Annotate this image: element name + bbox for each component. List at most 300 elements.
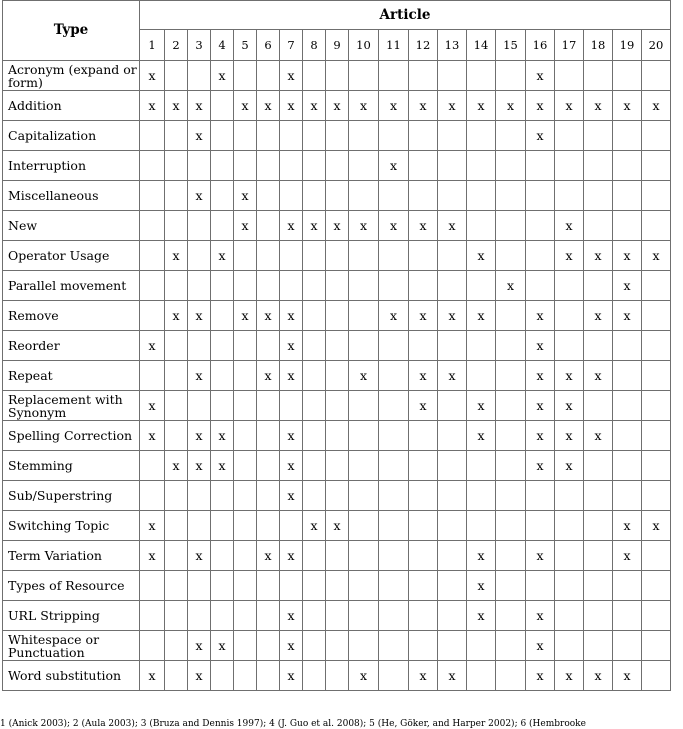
- empty-cell: [211, 571, 234, 601]
- type-cell: Term Variation: [3, 541, 140, 571]
- empty-cell: [326, 61, 349, 91]
- empty-cell: [280, 151, 303, 181]
- empty-cell: [467, 331, 496, 361]
- empty-cell: [642, 391, 671, 421]
- table-row: [3, 241, 671, 271]
- empty-cell: [584, 571, 613, 601]
- empty-cell: [555, 151, 584, 181]
- mark-cell: x: [140, 421, 165, 451]
- empty-cell: [165, 181, 188, 211]
- empty-cell: [188, 481, 211, 511]
- empty-cell: [555, 301, 584, 331]
- article-number-16: 16: [526, 30, 555, 61]
- mark-cell: x: [555, 91, 584, 121]
- empty-cell: [379, 121, 409, 151]
- empty-cell: [409, 481, 438, 511]
- empty-cell: [409, 61, 438, 91]
- empty-cell: [555, 181, 584, 211]
- empty-cell: [526, 511, 555, 541]
- mark-cell: x: [280, 481, 303, 511]
- type-cell: Types of Resource: [3, 571, 140, 601]
- mark-cell: x: [496, 91, 526, 121]
- mark-cell: x: [257, 541, 280, 571]
- empty-cell: [326, 601, 349, 631]
- table-row: [3, 121, 671, 151]
- mark-cell: x: [409, 91, 438, 121]
- empty-cell: [642, 421, 671, 451]
- article-number-8: 8: [303, 30, 326, 61]
- table-row: [3, 601, 671, 631]
- empty-cell: [642, 121, 671, 151]
- empty-cell: [303, 631, 326, 661]
- empty-cell: [584, 331, 613, 361]
- empty-cell: [165, 541, 188, 571]
- empty-cell: [642, 271, 671, 301]
- mark-cell: x: [280, 361, 303, 391]
- mark-cell: x: [555, 421, 584, 451]
- empty-cell: [584, 271, 613, 301]
- empty-cell: [303, 61, 326, 91]
- article-number-9: 9: [326, 30, 349, 61]
- empty-cell: [326, 541, 349, 571]
- empty-cell: [642, 661, 671, 691]
- table-row: [3, 211, 671, 241]
- mark-cell: x: [379, 301, 409, 331]
- article-number-17: 17: [555, 30, 584, 61]
- empty-cell: [555, 541, 584, 571]
- empty-cell: [555, 511, 584, 541]
- mark-cell: x: [188, 361, 211, 391]
- mark-cell: x: [584, 241, 613, 271]
- empty-cell: [257, 601, 280, 631]
- empty-cell: [379, 391, 409, 421]
- mark-cell: x: [188, 181, 211, 211]
- empty-cell: [303, 181, 326, 211]
- mark-cell: x: [303, 211, 326, 241]
- empty-cell: [303, 661, 326, 691]
- mark-cell: x: [526, 91, 555, 121]
- empty-cell: [496, 481, 526, 511]
- empty-cell: [409, 601, 438, 631]
- empty-cell: [326, 181, 349, 211]
- empty-cell: [165, 331, 188, 361]
- empty-cell: [211, 211, 234, 241]
- empty-cell: [165, 631, 188, 661]
- mark-cell: x: [613, 271, 642, 301]
- mark-cell: x: [555, 661, 584, 691]
- article-number-10: 10: [349, 30, 379, 61]
- empty-cell: [349, 61, 379, 91]
- mark-cell: x: [349, 661, 379, 691]
- type-cell: Switching Topic: [3, 511, 140, 541]
- empty-cell: [165, 211, 188, 241]
- empty-cell: [234, 61, 257, 91]
- mark-cell: x: [140, 331, 165, 361]
- table-row: [3, 571, 671, 601]
- empty-cell: [379, 601, 409, 631]
- empty-cell: [211, 151, 234, 181]
- empty-cell: [188, 511, 211, 541]
- mark-cell: x: [526, 421, 555, 451]
- empty-cell: [303, 391, 326, 421]
- empty-cell: [642, 61, 671, 91]
- empty-cell: [280, 391, 303, 421]
- empty-cell: [165, 271, 188, 301]
- table-row: [3, 541, 671, 571]
- empty-cell: [303, 361, 326, 391]
- mark-cell: x: [303, 511, 326, 541]
- empty-cell: [438, 481, 467, 511]
- mark-cell: x: [234, 211, 257, 241]
- mark-cell: x: [140, 541, 165, 571]
- empty-cell: [409, 241, 438, 271]
- empty-cell: [613, 331, 642, 361]
- empty-cell: [613, 391, 642, 421]
- empty-cell: [613, 151, 642, 181]
- empty-cell: [349, 301, 379, 331]
- empty-cell: [234, 601, 257, 631]
- empty-cell: [326, 331, 349, 361]
- article-number-14: 14: [467, 30, 496, 61]
- mark-cell: x: [613, 91, 642, 121]
- empty-cell: [280, 121, 303, 151]
- mark-cell: x: [234, 181, 257, 211]
- mark-cell: x: [642, 511, 671, 541]
- empty-cell: [280, 271, 303, 301]
- empty-cell: [280, 511, 303, 541]
- type-cell: Word substitution: [3, 661, 140, 691]
- empty-cell: [349, 421, 379, 451]
- empty-cell: [496, 631, 526, 661]
- type-cell: Operator Usage: [3, 241, 140, 271]
- table-row: [3, 271, 671, 301]
- article-number-11: 11: [379, 30, 409, 61]
- mark-cell: x: [211, 61, 234, 91]
- empty-cell: [326, 571, 349, 601]
- empty-cell: [409, 541, 438, 571]
- empty-cell: [438, 181, 467, 211]
- mark-cell: x: [438, 211, 467, 241]
- empty-cell: [379, 61, 409, 91]
- empty-cell: [379, 241, 409, 271]
- empty-cell: [234, 331, 257, 361]
- empty-cell: [642, 361, 671, 391]
- mark-cell: x: [165, 451, 188, 481]
- mark-cell: x: [467, 241, 496, 271]
- empty-cell: [496, 331, 526, 361]
- mark-cell: x: [326, 91, 349, 121]
- empty-cell: [303, 481, 326, 511]
- empty-cell: [140, 241, 165, 271]
- empty-cell: [613, 601, 642, 631]
- empty-cell: [409, 331, 438, 361]
- empty-cell: [257, 661, 280, 691]
- empty-cell: [438, 631, 467, 661]
- empty-cell: [140, 121, 165, 151]
- mark-cell: x: [438, 301, 467, 331]
- article-number-6: 6: [257, 30, 280, 61]
- mark-cell: x: [555, 451, 584, 481]
- empty-cell: [642, 331, 671, 361]
- mark-cell: x: [303, 91, 326, 121]
- empty-cell: [303, 421, 326, 451]
- mark-cell: x: [613, 241, 642, 271]
- empty-cell: [409, 151, 438, 181]
- mark-cell: x: [467, 391, 496, 421]
- mark-cell: x: [165, 301, 188, 331]
- empty-cell: [467, 151, 496, 181]
- empty-cell: [555, 601, 584, 631]
- empty-cell: [303, 121, 326, 151]
- mark-cell: x: [584, 661, 613, 691]
- empty-cell: [496, 541, 526, 571]
- empty-cell: [211, 331, 234, 361]
- empty-cell: [642, 181, 671, 211]
- empty-cell: [613, 421, 642, 451]
- empty-cell: [188, 271, 211, 301]
- article-number-1: 1: [140, 30, 165, 61]
- empty-cell: [211, 121, 234, 151]
- empty-cell: [613, 481, 642, 511]
- empty-cell: [140, 631, 165, 661]
- empty-cell: [165, 151, 188, 181]
- mark-cell: x: [526, 661, 555, 691]
- empty-cell: [409, 271, 438, 301]
- type-cell: Stemming: [3, 451, 140, 481]
- empty-cell: [409, 181, 438, 211]
- empty-cell: [438, 121, 467, 151]
- empty-cell: [496, 301, 526, 331]
- empty-cell: [467, 661, 496, 691]
- empty-cell: [555, 331, 584, 361]
- type-cell: Parallel movement: [3, 271, 140, 301]
- empty-cell: [140, 481, 165, 511]
- empty-cell: [326, 301, 349, 331]
- mark-cell: x: [642, 91, 671, 121]
- mark-cell: x: [409, 361, 438, 391]
- mark-cell: x: [211, 631, 234, 661]
- mark-cell: x: [613, 301, 642, 331]
- mark-cell: x: [409, 301, 438, 331]
- type-cell: Capitalization: [3, 121, 140, 151]
- empty-cell: [438, 511, 467, 541]
- mark-cell: x: [526, 451, 555, 481]
- empty-cell: [379, 631, 409, 661]
- empty-cell: [303, 331, 326, 361]
- empty-cell: [584, 601, 613, 631]
- mark-cell: x: [467, 91, 496, 121]
- empty-cell: [496, 451, 526, 481]
- mark-cell: x: [257, 301, 280, 331]
- mark-cell: x: [211, 451, 234, 481]
- empty-cell: [234, 121, 257, 151]
- article-number-19: 19: [613, 30, 642, 61]
- empty-cell: [234, 421, 257, 451]
- mark-cell: x: [496, 271, 526, 301]
- empty-cell: [349, 481, 379, 511]
- empty-cell: [211, 271, 234, 301]
- type-cell: Addition: [3, 91, 140, 121]
- mark-cell: x: [280, 61, 303, 91]
- table-row: [3, 391, 671, 421]
- mark-cell: x: [349, 211, 379, 241]
- empty-cell: [409, 421, 438, 451]
- mark-cell: x: [257, 361, 280, 391]
- empty-cell: [467, 361, 496, 391]
- empty-cell: [211, 181, 234, 211]
- empty-cell: [584, 451, 613, 481]
- mark-cell: x: [526, 631, 555, 661]
- type-cell: Interruption: [3, 151, 140, 181]
- empty-cell: [584, 391, 613, 421]
- mark-cell: x: [140, 391, 165, 421]
- empty-cell: [234, 481, 257, 511]
- table-row: [3, 91, 671, 121]
- mark-cell: x: [438, 661, 467, 691]
- mark-cell: x: [526, 331, 555, 361]
- empty-cell: [496, 121, 526, 151]
- mark-cell: x: [165, 241, 188, 271]
- type-cell: Replacement with Synonym: [3, 391, 140, 421]
- empty-cell: [140, 571, 165, 601]
- empty-cell: [211, 391, 234, 421]
- empty-cell: [349, 511, 379, 541]
- article-number-15: 15: [496, 30, 526, 61]
- mark-cell: x: [379, 151, 409, 181]
- empty-cell: [467, 181, 496, 211]
- mark-cell: x: [584, 301, 613, 331]
- empty-cell: [526, 481, 555, 511]
- empty-cell: [326, 481, 349, 511]
- empty-cell: [188, 211, 211, 241]
- empty-cell: [303, 301, 326, 331]
- empty-cell: [409, 451, 438, 481]
- empty-cell: [613, 631, 642, 661]
- empty-cell: [467, 511, 496, 541]
- mark-cell: x: [280, 451, 303, 481]
- empty-cell: [467, 211, 496, 241]
- empty-cell: [379, 571, 409, 601]
- empty-cell: [211, 661, 234, 691]
- empty-cell: [613, 181, 642, 211]
- table-row: [3, 151, 671, 181]
- empty-cell: [642, 571, 671, 601]
- empty-cell: [642, 601, 671, 631]
- empty-cell: [326, 661, 349, 691]
- empty-cell: [188, 241, 211, 271]
- empty-cell: [642, 481, 671, 511]
- empty-cell: [326, 241, 349, 271]
- mark-cell: x: [555, 391, 584, 421]
- empty-cell: [257, 181, 280, 211]
- type-cell: Remove: [3, 301, 140, 331]
- empty-cell: [188, 151, 211, 181]
- empty-cell: [257, 631, 280, 661]
- empty-cell: [584, 61, 613, 91]
- empty-cell: [349, 391, 379, 421]
- empty-cell: [613, 211, 642, 241]
- empty-cell: [467, 121, 496, 151]
- mark-cell: x: [379, 91, 409, 121]
- mark-cell: x: [555, 361, 584, 391]
- mark-cell: x: [584, 421, 613, 451]
- empty-cell: [165, 601, 188, 631]
- empty-cell: [257, 481, 280, 511]
- empty-cell: [613, 61, 642, 91]
- empty-cell: [303, 451, 326, 481]
- mark-cell: x: [526, 61, 555, 91]
- empty-cell: [257, 61, 280, 91]
- empty-cell: [613, 571, 642, 601]
- empty-cell: [188, 571, 211, 601]
- empty-cell: [379, 181, 409, 211]
- article-number-12: 12: [409, 30, 438, 61]
- empty-cell: [584, 151, 613, 181]
- mark-cell: x: [140, 661, 165, 691]
- mark-cell: x: [584, 91, 613, 121]
- mark-cell: x: [526, 541, 555, 571]
- empty-cell: [234, 391, 257, 421]
- mark-cell: x: [642, 241, 671, 271]
- empty-cell: [526, 271, 555, 301]
- mark-cell: x: [280, 331, 303, 361]
- empty-cell: [188, 331, 211, 361]
- mark-cell: x: [438, 361, 467, 391]
- empty-cell: [409, 631, 438, 661]
- empty-cell: [326, 631, 349, 661]
- empty-cell: [303, 271, 326, 301]
- mark-cell: x: [280, 301, 303, 331]
- mark-cell: x: [379, 211, 409, 241]
- empty-cell: [211, 511, 234, 541]
- empty-cell: [211, 481, 234, 511]
- empty-cell: [642, 541, 671, 571]
- article-number-4: 4: [211, 30, 234, 61]
- type-cell: Sub/Superstring: [3, 481, 140, 511]
- empty-cell: [188, 391, 211, 421]
- empty-cell: [140, 211, 165, 241]
- empty-cell: [257, 211, 280, 241]
- empty-cell: [642, 151, 671, 181]
- empty-cell: [467, 271, 496, 301]
- empty-cell: [379, 661, 409, 691]
- mark-cell: x: [257, 91, 280, 121]
- empty-cell: [326, 451, 349, 481]
- empty-cell: [555, 481, 584, 511]
- article-column-header: Article: [140, 1, 671, 30]
- empty-cell: [555, 271, 584, 301]
- empty-cell: [211, 601, 234, 631]
- empty-cell: [326, 361, 349, 391]
- empty-cell: [140, 301, 165, 331]
- mark-cell: x: [349, 361, 379, 391]
- table-row: [3, 61, 671, 91]
- empty-cell: [409, 121, 438, 151]
- empty-cell: [211, 301, 234, 331]
- empty-cell: [326, 151, 349, 181]
- empty-cell: [613, 361, 642, 391]
- empty-cell: [234, 271, 257, 301]
- mark-cell: x: [526, 121, 555, 151]
- mark-cell: x: [409, 211, 438, 241]
- mark-cell: x: [188, 451, 211, 481]
- empty-cell: [438, 331, 467, 361]
- empty-cell: [140, 271, 165, 301]
- empty-cell: [496, 511, 526, 541]
- mark-cell: x: [409, 661, 438, 691]
- empty-cell: [496, 361, 526, 391]
- empty-cell: [257, 511, 280, 541]
